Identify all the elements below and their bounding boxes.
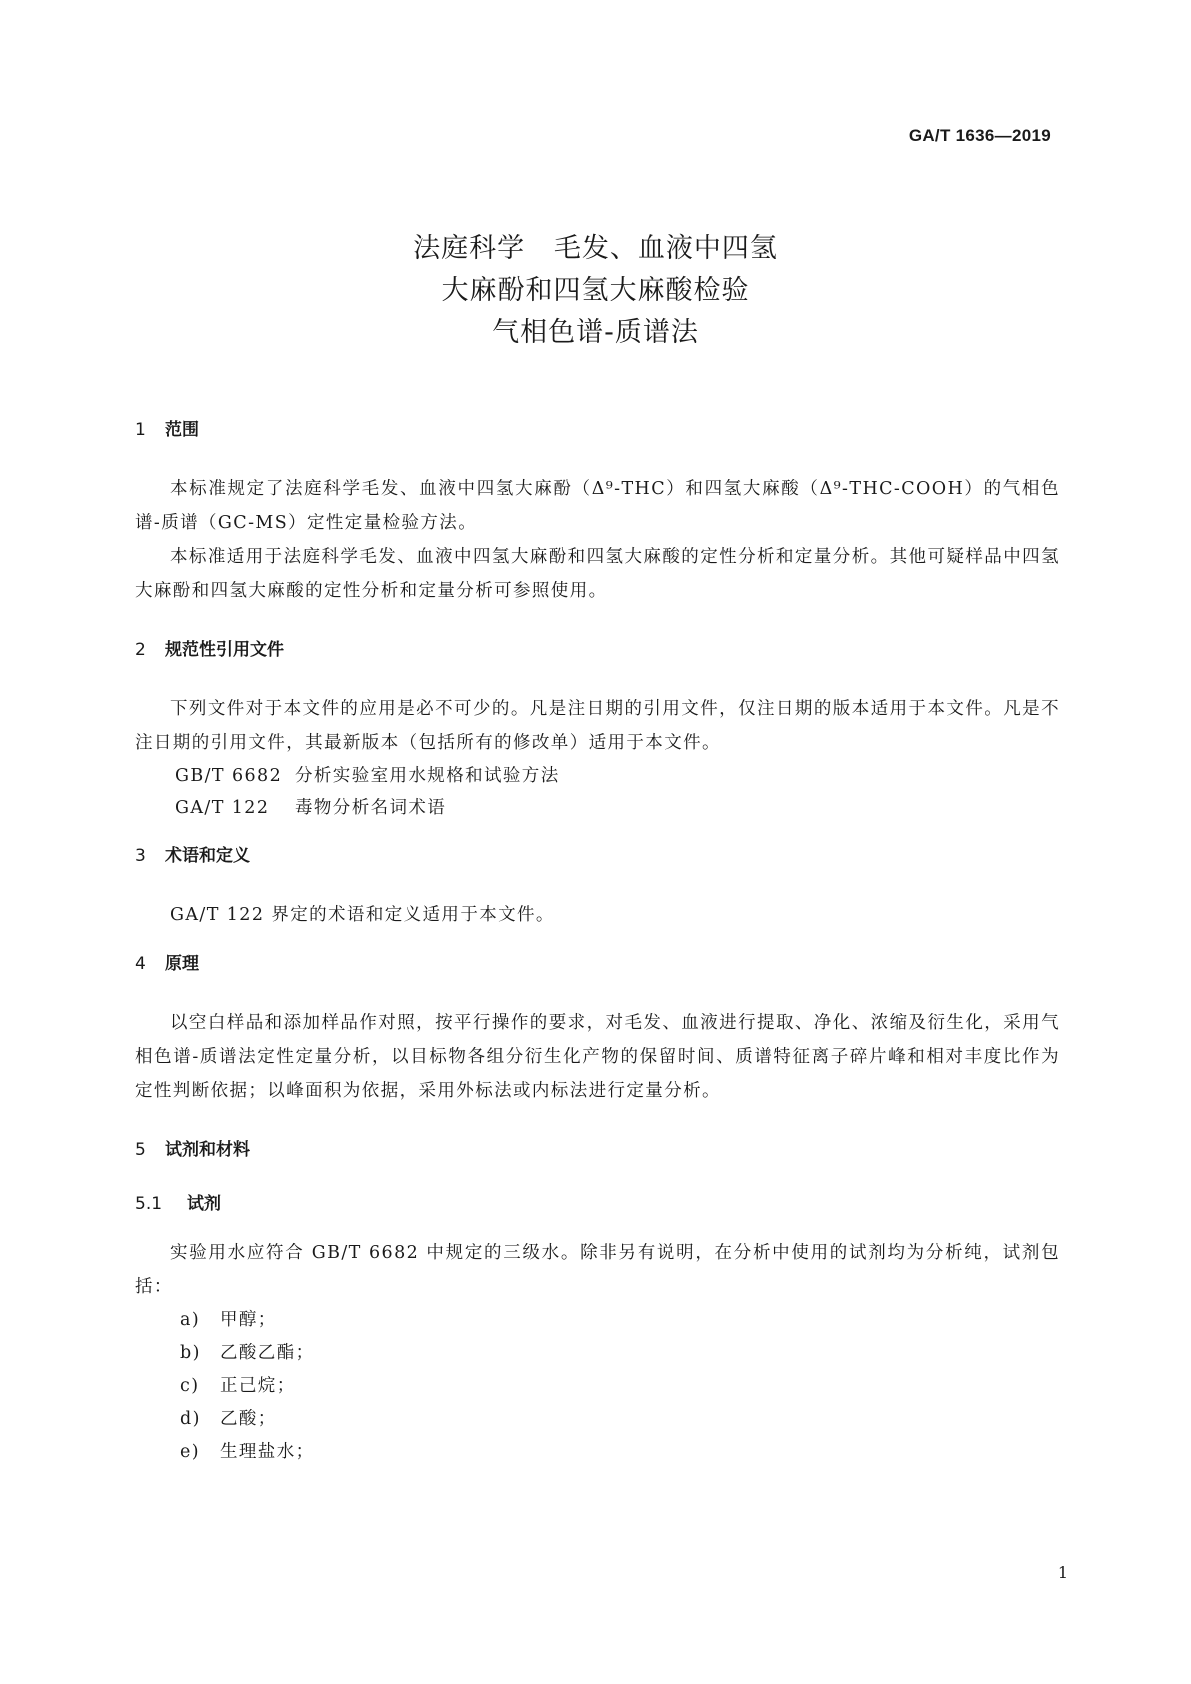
section-title: 规范性引用文件 bbox=[165, 640, 284, 660]
list-item bbox=[135, 1370, 1060, 1403]
section-number: 3 bbox=[135, 846, 146, 866]
section-heading-terms bbox=[135, 844, 1060, 868]
section-title: 原理 bbox=[165, 954, 199, 974]
section-number: 4 bbox=[135, 954, 146, 974]
list-label: c) bbox=[180, 1376, 200, 1396]
list-text: 甲醇； bbox=[220, 1310, 277, 1330]
section-title: 术语和定义 bbox=[165, 846, 250, 866]
paragraph: GA/T 122 界定的术语和定义适用于本文件。 bbox=[170, 905, 555, 925]
section-number: 2 bbox=[135, 640, 146, 660]
paragraph: 本标准规定了法庭科学毛发、血液中四氢大麻酚（Δ⁹-THC）和四氢大麻酸（Δ⁹-THC-COOH）的气相色谱-质谱（GC-MS）定性定量检验方法。 bbox=[135, 479, 1060, 533]
standard-code: GA/T 1636—2019 bbox=[908, 126, 1051, 145]
title-line-3: 气相色谱-质谱法 bbox=[492, 317, 699, 348]
list-label: d) bbox=[180, 1409, 201, 1429]
section-title: 范围 bbox=[165, 420, 199, 440]
paragraph: 下列文件对于本文件的应用是必不可少的。凡是注日期的引用文件，仅注日期的版本适用于本文件。凡是不注日期的引用文件，其最新版本（包括所有的修改单）适用于本文件。 bbox=[135, 699, 1060, 753]
document-body bbox=[135, 418, 1060, 1469]
list-item bbox=[135, 1337, 1060, 1370]
section-heading-reagents-materials bbox=[135, 1138, 1060, 1162]
subsection-heading-reagents bbox=[135, 1192, 1060, 1216]
reference-item bbox=[135, 792, 1060, 824]
list-text: 乙酸乙酯； bbox=[220, 1343, 315, 1363]
list-text: 生理盐水； bbox=[220, 1442, 315, 1462]
section-heading-scope bbox=[135, 418, 1060, 442]
reference-code: GA/T 122 bbox=[175, 798, 270, 818]
document-title bbox=[0, 228, 1191, 354]
reference-code: GB/T 6682 bbox=[175, 766, 283, 786]
subsection-number: 5.1 bbox=[135, 1194, 163, 1214]
title-line-1: 法庭科学 毛发、血液中四氢 bbox=[413, 233, 778, 264]
list-item bbox=[135, 1436, 1060, 1469]
section-title: 试剂和材料 bbox=[165, 1140, 250, 1160]
paragraph: 实验用水应符合 GB/T 6682 中规定的三级水。除非另有说明，在分析中使用的试剂均为分析纯，试剂包括： bbox=[135, 1243, 1060, 1297]
list-label: a) bbox=[180, 1310, 201, 1330]
paragraph: 以空白样品和添加样品作对照，按平行操作的要求，对毛发、血液进行提取、净化、浓缩及衍生化，采用气相色谱-质谱法定性定量分析，以目标物各组分衍生化产物的保留时间、质谱特征离子碎片峰和相对丰度比作为定性判断依据；以峰面积为依据，采用外标法或内标法进行定量分析。 bbox=[135, 1013, 1060, 1101]
section-heading-normative-references bbox=[135, 638, 1060, 662]
reference-title: 毒物分析名词术语 bbox=[295, 798, 447, 818]
reference-item bbox=[135, 760, 1060, 792]
list-label: e) bbox=[180, 1442, 200, 1462]
list-item bbox=[135, 1403, 1060, 1436]
section-heading-principle bbox=[135, 952, 1060, 976]
list-item bbox=[135, 1304, 1060, 1337]
section-number: 5 bbox=[135, 1140, 146, 1160]
reference-title: 分析实验室用水规格和试验方法 bbox=[295, 766, 560, 786]
section-number: 1 bbox=[135, 420, 146, 440]
paragraph: 本标准适用于法庭科学毛发、血液中四氢大麻酚和四氢大麻酸的定性分析和定量分析。其他可疑样品中四氢大麻酚和四氢大麻酸的定性分析和定量分析可参照使用。 bbox=[135, 547, 1060, 601]
list-text: 正己烷； bbox=[220, 1376, 296, 1396]
list-label: b) bbox=[180, 1343, 201, 1363]
subsection-title: 试剂 bbox=[187, 1194, 221, 1214]
page-number: 1 bbox=[1057, 1563, 1068, 1582]
list-text: 乙酸； bbox=[220, 1409, 277, 1429]
title-line-2: 大麻酚和四氢大麻酸检验 bbox=[441, 275, 750, 306]
